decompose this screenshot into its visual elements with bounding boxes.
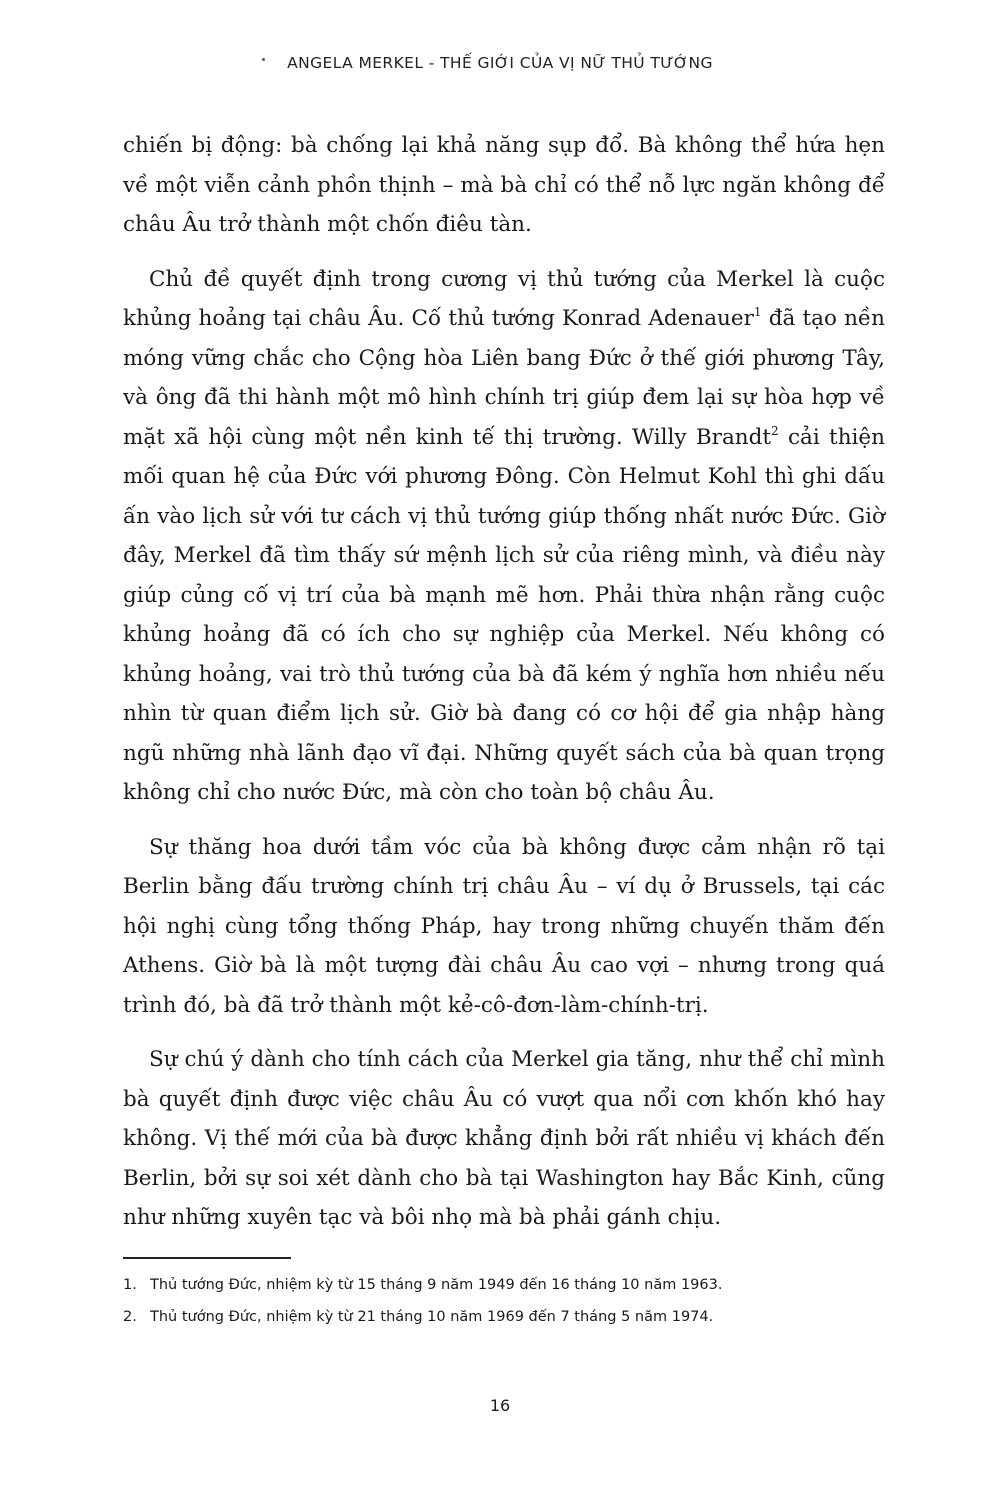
footnote-ref-1[interactable]: 1	[753, 305, 762, 319]
footnote-number: 1.	[123, 1277, 137, 1293]
paragraph-2-part-3: cải thiện mối quan hệ của Đức với phương Đông. Còn Helmut Kohl thì ghi dấu ấn vào lịch sử với tư cách vị thủ tướng giúp thống nhất nước Đức. Giờ đây, Merkel đã tìm thấy sứ mệnh lịch sử của riêng mình, và điều này giúp củng cố vị trí của bà mạnh mẽ hơn. Phải thừa nhận rằng cuộc khủng hoảng đã có ích cho sự nghiệp của Merkel. Nếu không có khủng hoảng, vai trò thủ tướng của bà đã kém ý nghĩa hơn nhiều nếu nhìn từ quan điểm lịch sử. Giờ bà đang có cơ hội để gia nhập hàng ngũ những nhà lãnh đạo vĩ đại. Những quyết sách của bà quan trọng không chỉ cho nước Đức, mà còn cho toàn bộ châu Âu.	[123, 424, 885, 805]
running-header: ANGELA MERKEL - THẾ GIỚI CỦA VỊ NỮ THỦ TƯỚNG	[287, 54, 713, 72]
footnotes	[123, 1276, 883, 1340]
footnote-text: Thủ tướng Đức, nhiệm kỳ từ 15 tháng 9 năm 1949 đến 16 tháng 10 năm 1963.	[150, 1277, 723, 1293]
footnote-1	[123, 1276, 883, 1294]
paragraph-3: Sự thăng hoa dưới tầm vóc của bà không được cảm nhận rõ tại Berlin bằng đấu trường chính trị châu Âu – ví dụ ở Brussels, tại các hội nghị cùng tổng thống Pháp, hay trong những chuyến thăm đến Athens. Giờ bà là một tượng đài châu Âu cao vợi – nhưng trong quá trình đó, bà đã trở thành một kẻ-cô-đơn-làm-chính-trị.	[123, 834, 885, 1018]
footnote-separator	[123, 1257, 291, 1259]
paragraph-2	[123, 260, 885, 813]
footnote-2	[123, 1308, 883, 1326]
body-text	[123, 126, 885, 1253]
paragraph-2-part-2: đã tạo nền móng vững chắc cho Cộng hòa Liên bang Đức ở thế giới phương Tây, và ông đã thi hành một mô hình chính trị giúp đem lại sự hòa hợp về mặt xã hội cùng một nền kinh tế thị trường. Willy Brandt	[123, 306, 885, 450]
footnote-ref-2[interactable]: 2	[771, 423, 779, 438]
paragraph-4: Sự chú ý dành cho tính cách của Merkel gia tăng, như thể chỉ mình bà quyết định được việc châu Âu có vượt qua nổi cơn khốn khó hay không. Vị thế mới của bà được khẳng định bởi rất nhiều vị khách đến Berlin, bởi sự soi xét dành cho bà tại Washington hay Bắc Kinh, cũng như những xuyên tạc và bôi nhọ mà bà phải gánh chịu.	[123, 1047, 885, 1230]
footnote-text: Thủ tướng Đức, nhiệm kỳ từ 21 tháng 10 năm 1969 đến 7 tháng 5 năm 1974.	[150, 1309, 714, 1325]
page-number: 16	[489, 1396, 511, 1415]
paragraph-1: chiến bị động: bà chống lại khả năng sụp đổ. Bà không thể hứa hẹn về một viễn cảnh phồn thịnh – mà bà chỉ có thể nỗ lực ngăn không để châu Âu trở thành một chốn điêu tàn.	[123, 133, 885, 237]
paragraph-2-part-1: Chủ đề quyết định trong cương vị thủ tướng của Merkel là cuộc khủng hoảng tại châu Âu. Cố thủ tướng Konrad Adenauer	[123, 266, 885, 331]
footnote-number: 2.	[123, 1309, 137, 1325]
